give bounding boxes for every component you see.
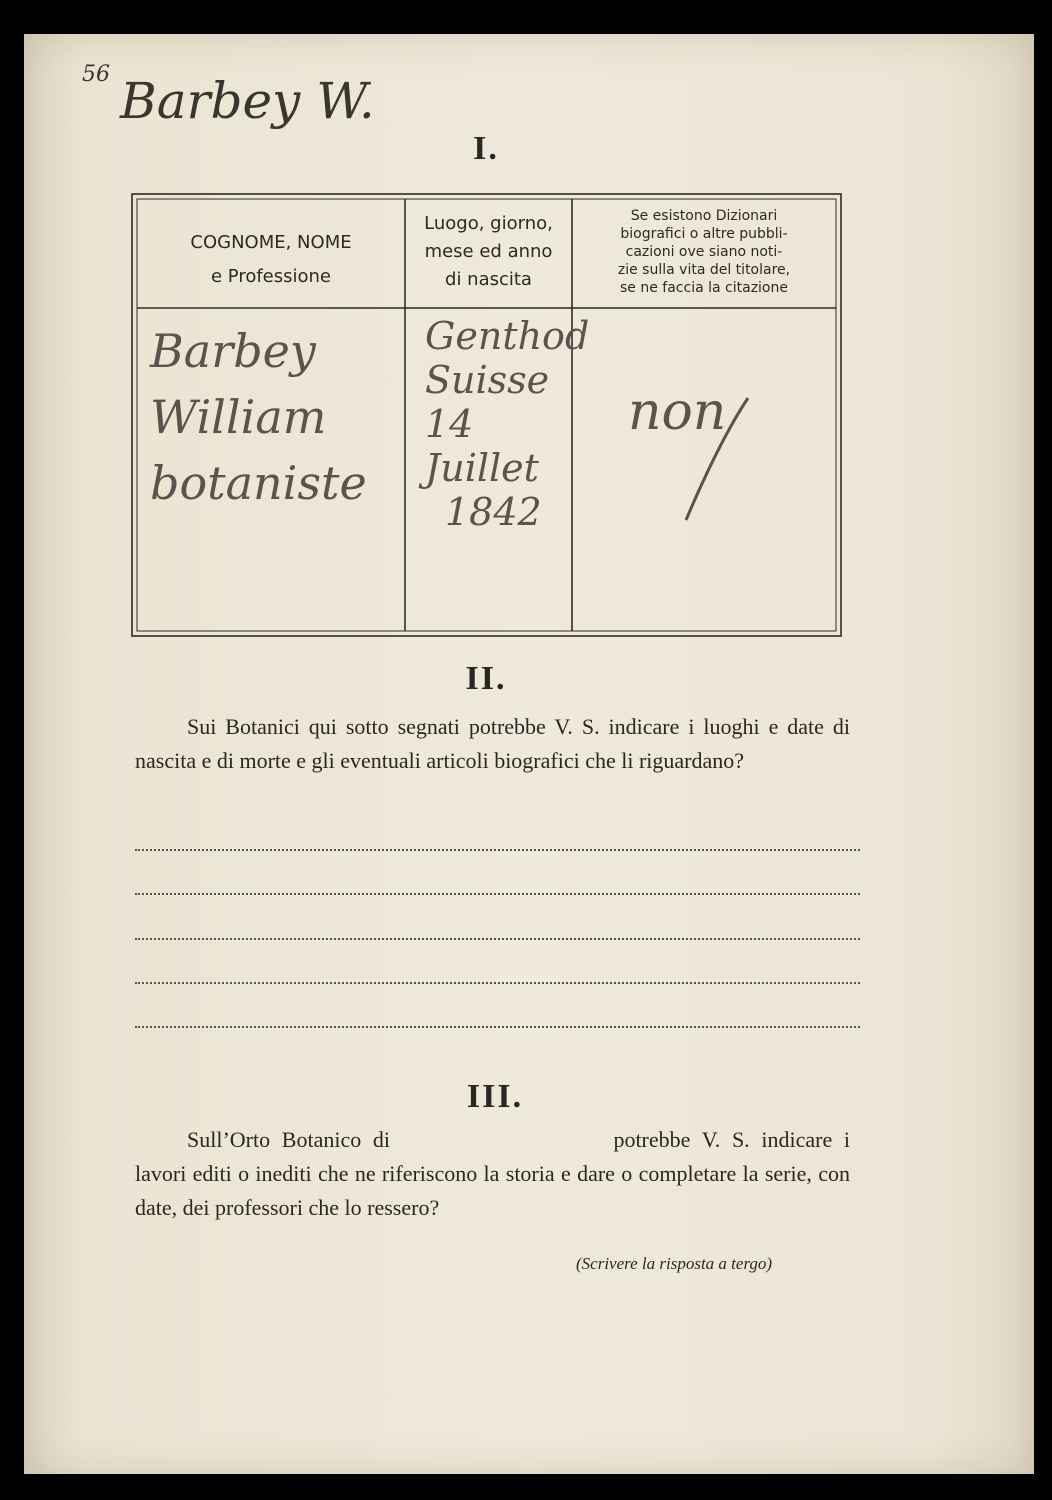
header-col3-line4: zie sulla vita del titolare,: [617, 262, 791, 278]
answer-line-1[interactable]: [135, 849, 860, 851]
header-col3-line3: cazioni ove siano noti-: [625, 244, 783, 260]
answer-line-5[interactable]: [135, 1026, 860, 1028]
header-col2-line3: di nascita: [445, 269, 532, 290]
header-col1-line2: e Professione: [210, 266, 331, 287]
header-col2-line2: mese ed anno: [424, 241, 553, 262]
answer-birthplace: Genthod: [425, 314, 590, 358]
answer-line-3[interactable]: [135, 938, 860, 940]
answer-country: Suisse: [425, 358, 550, 402]
section-3-text-start: Sull’Orto Botanico di: [187, 1127, 391, 1152]
annotation-number: 56: [82, 62, 110, 87]
answer-profession: botaniste: [150, 456, 367, 510]
annotation-name: Barbey W.: [120, 72, 375, 130]
section-1-heading: I.: [473, 130, 499, 167]
header-col3-line1: Se esistono Dizionari: [630, 208, 778, 224]
answer-year: 1842: [445, 490, 542, 534]
answer-month: Juillet: [425, 446, 539, 490]
header-col3-line2: biografici o altre pubbli-: [620, 226, 788, 242]
reply-note: (Scrivere la risposta a tergo): [576, 1254, 773, 1273]
section-3-heading: III.: [466, 1078, 524, 1115]
section-3-text-rest: potrebbe V. S. indicare i lavori editi o inediti che ne riferiscono la storia e dare o completare la serie, con date, dei professori che lo ressero?: [135, 1127, 851, 1220]
answer-line-4[interactable]: [135, 982, 860, 984]
answer-col3: non: [628, 382, 727, 442]
section-2-text: Sui Botanici qui sotto segnati potrebbe V. S. indicare i luoghi e date di nascita e di morte e gli eventuali articoli biografici che li riguardano?: [135, 714, 850, 773]
answer-firstname: William: [150, 390, 327, 444]
answer-surname: Barbey: [150, 324, 316, 378]
header-col3-line5: se ne faccia la citazione: [620, 280, 788, 296]
answer-line-2[interactable]: [135, 893, 860, 895]
header-col1-line1: COGNOME, NOME: [190, 232, 352, 253]
answer-day: 14: [425, 402, 474, 446]
section-2-heading: II.: [465, 660, 507, 697]
section-3-text: [135, 1123, 850, 1225]
header-col2-line1: Luogo, giorno,: [424, 213, 553, 234]
